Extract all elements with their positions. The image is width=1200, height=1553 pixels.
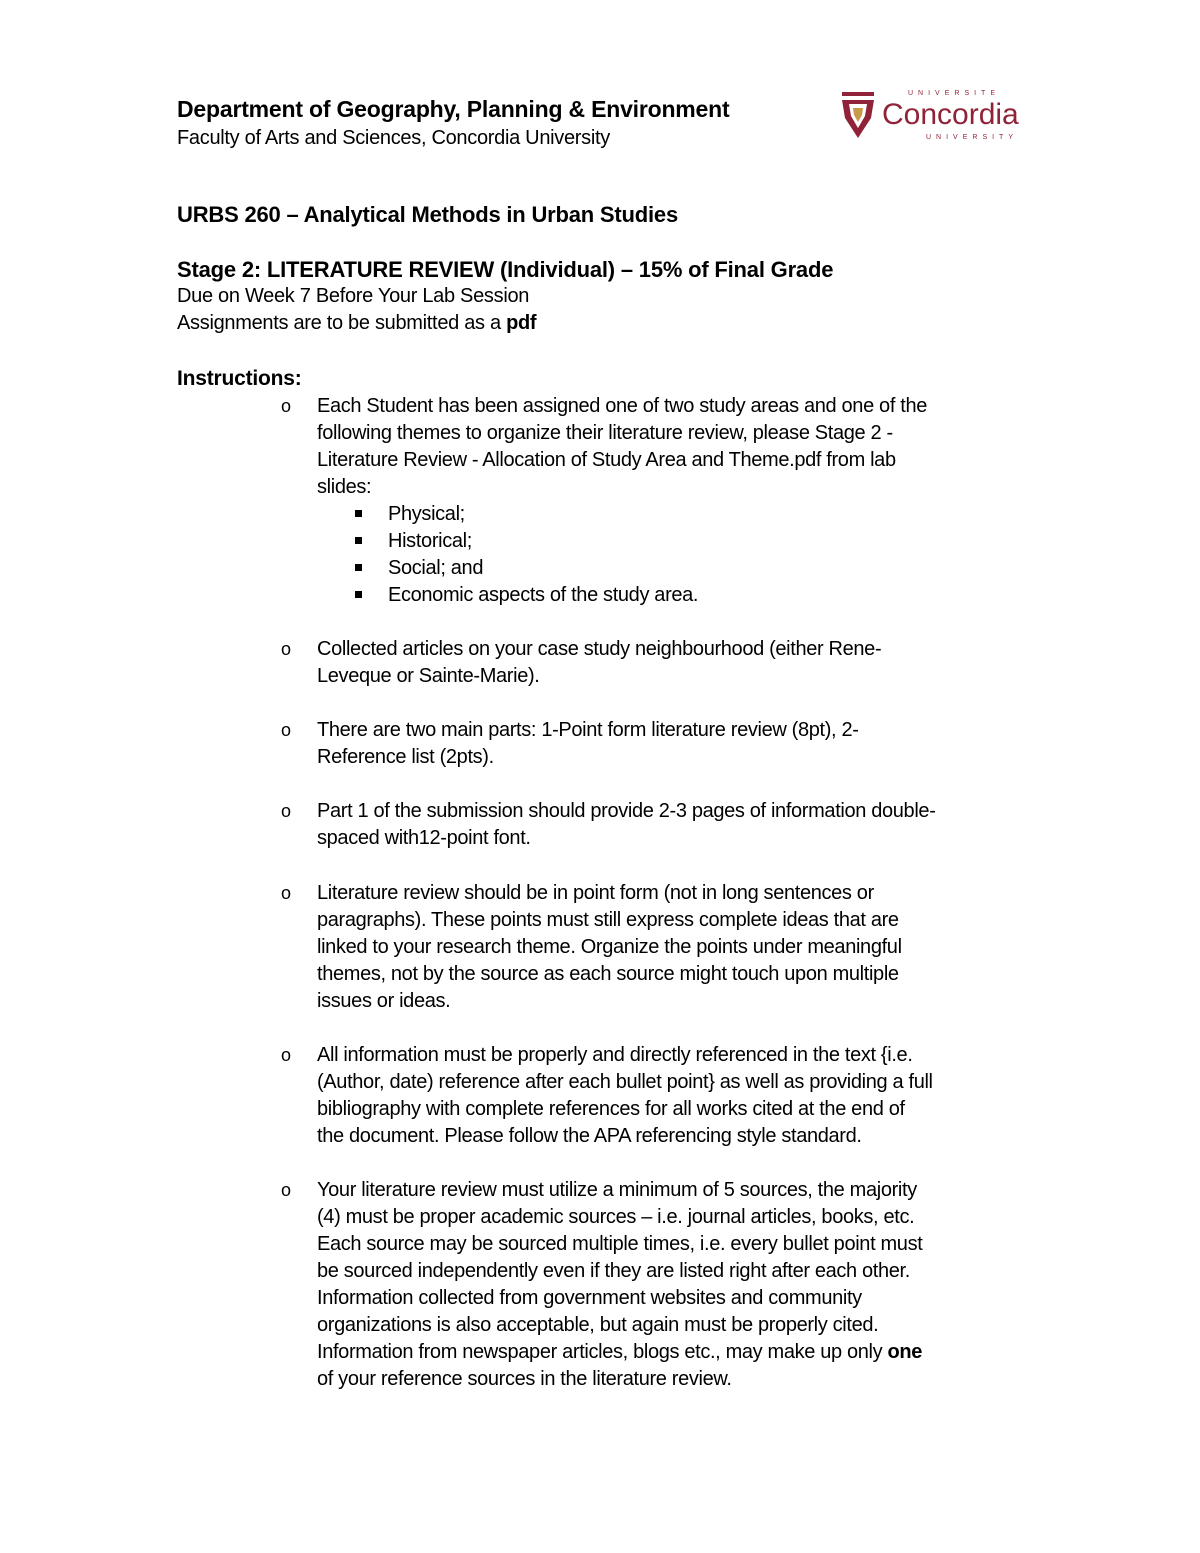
item-line: Literature Review - Allocation of Study Area and Theme.pdf from lab <box>317 449 896 471</box>
department-heading: Department of Geography, Planning & Environment <box>177 96 730 122</box>
submission-format-prefix: Assignments are to be submitted as a <box>177 312 507 334</box>
item-line: themes, not by the source as each source might touch upon multiple <box>317 963 899 985</box>
item-line: slides: <box>317 476 372 498</box>
item-line: following themes to organize their literature review, please Stage 2 - <box>317 422 893 444</box>
item-line: Leveque or Sainte-Marie). <box>317 665 540 687</box>
logo-shield-icon <box>842 92 874 138</box>
item-line: spaced with12-point font. <box>317 827 531 849</box>
item-line: Information collected from government websites and community <box>317 1287 862 1309</box>
square-bullet-icon <box>355 537 362 544</box>
item-line: the document. Please follow the APA referencing style standard. <box>317 1125 862 1147</box>
item-line: There are two main parts: 1-Point form literature review (8pt), 2- <box>317 719 859 741</box>
square-bullet-icon <box>355 591 362 598</box>
item-line: be sourced independently even if they are listed right after each other. <box>317 1260 910 1282</box>
item-line: Literature review should be in point form (not in long sentences or <box>317 882 874 904</box>
item-line: (4) must be proper academic sources – i.e. journal articles, books, etc. <box>317 1206 915 1228</box>
item-line: linked to your research theme. Organize the points under meaningful <box>317 936 902 958</box>
list-bullet-icon: o <box>281 639 292 659</box>
item-line: bibliography with complete references for all works cited at the end of <box>317 1098 905 1120</box>
logo-bottom-text: UNIVERSITY <box>926 134 1019 141</box>
instruction-item <box>317 880 1037 1015</box>
item-line <box>317 1339 1037 1366</box>
item-line: Reference list (2pts). <box>317 746 494 768</box>
concordia-logo <box>838 86 1053 148</box>
instruction-item <box>317 1177 1037 1393</box>
list-bullet-icon: o <box>281 1045 292 1065</box>
instruction-item <box>317 717 1037 771</box>
item-line-text: Information from newspaper articles, blogs etc., may make up only <box>317 1341 888 1363</box>
item-line: Your literature review must utilize a minimum of 5 sources, the majority <box>317 1179 917 1201</box>
faculty-subheading: Faculty of Arts and Sciences, Concordia University <box>177 127 610 149</box>
item-line: Each source may be sourced multiple times, i.e. every bullet point must <box>317 1233 923 1255</box>
list-bullet-icon: o <box>281 1180 292 1200</box>
theme-item: Social; and <box>388 557 484 579</box>
item-line: Each Student has been assigned one of two study areas and one of the <box>317 395 927 417</box>
item-line: issues or ideas. <box>317 990 451 1012</box>
square-bullet-icon <box>355 564 362 571</box>
item-line-emphasis: one <box>887 1341 923 1363</box>
course-title: URBS 260 – Analytical Methods in Urban Studies <box>177 202 678 227</box>
instruction-item <box>317 636 1037 690</box>
theme-item: Physical; <box>388 503 465 525</box>
item-line: Part 1 of the submission should provide 2-3 pages of information double- <box>317 800 936 822</box>
due-date: Due on Week 7 Before Your Lab Session <box>177 285 530 307</box>
list-bullet-icon: o <box>281 883 292 903</box>
theme-item: Economic aspects of the study area. <box>388 584 699 606</box>
assignment-stage-title: Stage 2: LITERATURE REVIEW (Individual) – 15% of Final Grade <box>177 257 834 282</box>
instructions-heading: Instructions: <box>177 367 302 390</box>
instruction-item <box>317 798 1037 852</box>
logo-top-text: UNIVERSITE <box>908 90 1001 97</box>
theme-item: Historical; <box>388 530 472 552</box>
item-line: Collected articles on your case study neighbourhood (either Rene- <box>317 638 882 660</box>
instruction-item <box>317 1042 1037 1150</box>
submission-format-type: pdf <box>506 312 537 334</box>
item-line: of your reference sources in the literature review. <box>317 1368 732 1390</box>
item-line: (Author, date) reference after each bullet point} as well as providing a full <box>317 1071 933 1093</box>
instruction-item <box>317 393 1037 501</box>
submission-format <box>177 312 536 335</box>
square-bullet-icon <box>355 510 362 517</box>
item-line: All information must be properly and directly referenced in the text {i.e. <box>317 1044 913 1066</box>
logo-name-text: Concordia <box>882 98 1019 131</box>
list-bullet-icon: o <box>281 396 292 416</box>
list-bullet-icon: o <box>281 720 292 740</box>
list-bullet-icon: o <box>281 801 292 821</box>
item-line: paragraphs). These points must still express complete ideas that are <box>317 909 899 931</box>
item-line: organizations is also acceptable, but again must be properly cited. <box>317 1314 879 1336</box>
